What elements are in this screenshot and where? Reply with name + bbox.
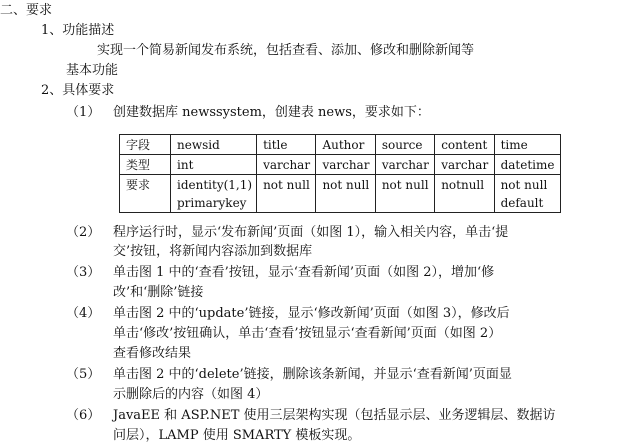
table-cell-line: identity(1,1) (177, 178, 253, 192)
table-cell: Author (316, 135, 375, 155)
table-cell: datetime (494, 155, 560, 175)
table-cell: 要求 (120, 175, 171, 213)
item-number: （5） (66, 367, 101, 382)
table-cell: varchar (257, 155, 316, 175)
item-text-line: 单击‘修改’按钮确认，单击‘查看’按钮显示‘查看新闻’页面（如图 2） (113, 326, 502, 341)
item-text-line: 示删除后的内容（如图 4） (113, 387, 269, 402)
item-number: （6） (66, 408, 101, 423)
table-cell: not null (316, 175, 375, 213)
table-cell: varchar (435, 155, 494, 175)
paragraph-line: 实现一个简易新闻发布系统，包括查看、添加、修改和删除新闻等 (97, 43, 475, 58)
table-cell: notnull (435, 175, 494, 213)
item-text-line: 问层），LAMP 使用 SMARTY 模板实现。 (113, 428, 361, 443)
news-table-schema (119, 134, 561, 213)
table-row (120, 135, 561, 155)
section-heading: 二、要求 (0, 3, 53, 18)
item-number: （2） (66, 225, 101, 240)
subsection-title-requirements: 2、具体要求 (41, 83, 115, 98)
table-cell: newsid (171, 135, 257, 155)
table-cell (171, 175, 257, 213)
item-number: （4） (66, 306, 101, 321)
table-cell: title (257, 135, 316, 155)
item-text-line: 单击图 2 中的‘delete’链接，删除该条新闻，并显示‘查看新闻’页面显 (113, 367, 512, 382)
table-row (120, 155, 561, 175)
item-text-line: 单击图 2 中的‘update’链接，显示‘修改新闻’页面（如图 3），修改后 (113, 306, 510, 321)
item-number: （3） (66, 265, 101, 280)
table-cell (494, 175, 560, 213)
table-row (120, 175, 561, 213)
table-cell: content (435, 135, 494, 155)
item-text-line: JavaEE 和 ASP.NET 使用三层架构实现（包括显示层、业务逻辑层、数据访 (113, 408, 556, 423)
table-cell: time (494, 135, 560, 155)
table-cell: varchar (316, 155, 375, 175)
table-cell: 类型 (120, 155, 171, 175)
table-cell: not null (375, 175, 434, 213)
item-text-line: 创建数据库 newssystem，创建表 news，要求如下： (113, 105, 430, 120)
table-cell-line: default (500, 196, 544, 210)
item-text-line: 交’按钮，将新闻内容添加到数据库 (113, 244, 313, 259)
table-cell: 字段 (120, 135, 171, 155)
subsection-title-functional: 1、功能描述 (41, 23, 115, 38)
table-cell: varchar (375, 155, 434, 175)
item-text-line: 查看修改结果 (113, 346, 192, 361)
item-text-line: 改’和‘删除’链接 (113, 285, 204, 300)
item-number: （1） (66, 105, 101, 120)
table-cell: source (375, 135, 434, 155)
item-text-line: 单击图 1 中的‘查看’按钮，显示‘查看新闻’页面（如图 2），增加‘修 (113, 265, 495, 280)
table-cell: int (171, 155, 257, 175)
table-cell-line: not null (500, 178, 548, 192)
paragraph-line: 基本功能 (66, 63, 119, 78)
table-cell: not null (257, 175, 316, 213)
item-text-line: 程序运行时，显示‘发布新闻’页面（如图 1），输入相关内容，单击‘提 (113, 225, 509, 240)
table-cell-line: primarykey (177, 196, 247, 210)
